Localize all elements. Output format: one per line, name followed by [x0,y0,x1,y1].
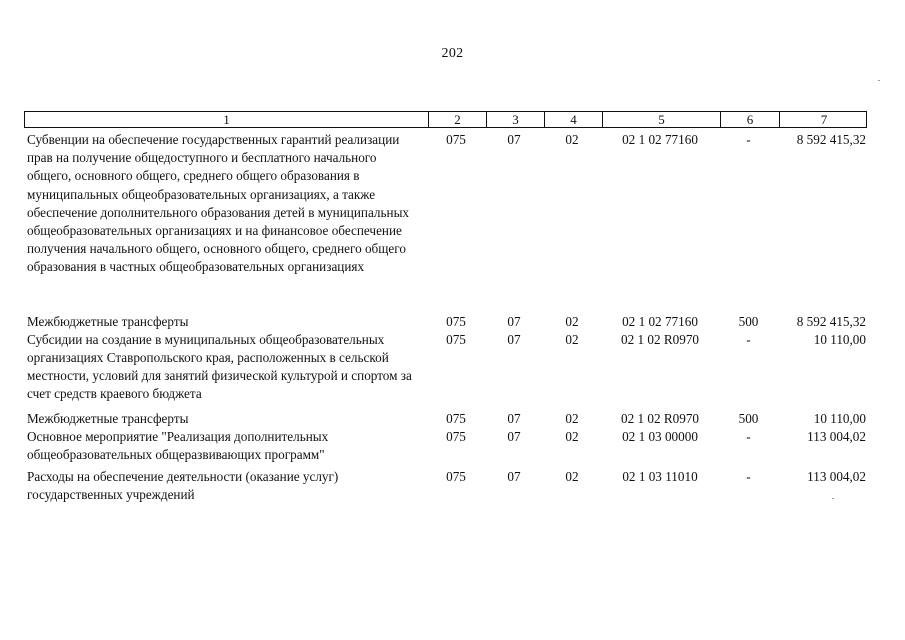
header-col-6: 6 [720,112,779,127]
row-amount: 113 004,02 [807,428,866,444]
row-expense-type: - [746,132,751,147]
row-ministry-code: 075 [446,428,466,444]
row-amount: 113 004,02 [807,469,866,485]
table-row [24,313,867,331]
row-expense-type: 500 [738,313,759,329]
row-ministry-code: 075 [446,313,466,329]
row-name: Расходы на обеспечение деятельности (оказание услуг) государственных учреждений [27,469,339,503]
header-col-7: 7 [779,112,868,127]
page-number: 202 [441,46,464,61]
row-target-code: 02 1 02 77160 [622,313,698,329]
row-amount: 8 592 415,32 [796,313,866,329]
row-subsection-code: 02 [565,331,579,347]
table-body [24,131,867,505]
row-subsection-code: 02 [565,132,579,147]
row-section-code: 07 [507,132,521,147]
row-target-code: 02 1 02 R0970 [620,331,700,347]
header-col-2: 2 [428,112,486,127]
row-ministry-code: 075 [446,410,466,426]
row-expense-type: 500 [738,410,759,426]
row-section-code: 07 [507,331,521,347]
scan-speck [878,80,880,81]
row-amount: 10 110,00 [813,410,866,426]
header-col-1: 1 [223,112,230,127]
row-subsection-code: 02 [565,469,579,485]
row-name: Субвенции на обеспечение государственных гарантий реализации прав на получение общедоступного и бесплатного начального общего, основного общего, среднего общего образования в муниципальных общеобразовательных организациях, а также обеспечение дополнительного образования детей в муниципальных общеобразовательных организациях и на финансовое обеспечение получения начального общего, основного общего, среднего общего образования в частных общеобразовательных организациях [27,132,410,275]
row-target-code: 02 1 03 00000 [622,428,698,444]
row-expense-type: - [746,469,751,485]
row-target-code: 02 1 02 R0970 [620,410,700,426]
row-target-code: 02 1 02 77160 [622,132,698,147]
table-header [24,111,867,128]
row-target-code: 02 1 03 11010 [622,469,698,485]
row-ministry-code: 075 [446,469,466,485]
table-row [24,468,867,504]
row-name: Субсидии на создание в муниципальных общеобразовательных организациях Ставропольского края, расположенных в сельской местности, условий для занятий физической культурой и спортом за счет средств краевого бюджета [27,331,412,402]
row-expense-type: - [746,428,751,444]
table-row [24,331,867,404]
header-col-3: 3 [486,112,544,127]
row-section-code: 07 [507,428,521,444]
header-col-5: 5 [602,112,720,127]
row-subsection-code: 02 [565,313,579,329]
row-name: Межбюджетные трансферты [27,313,189,329]
table-row [24,410,867,428]
row-section-code: 07 [507,313,521,329]
row-subsection-code: 02 [565,410,579,426]
row-ministry-code: 075 [446,331,466,347]
row-amount: 8 592 415,32 [796,132,866,147]
row-expense-type: - [746,331,751,347]
row-section-code: 07 [507,410,521,426]
table-row [24,428,867,464]
row-name: Межбюджетные трансферты [27,410,189,426]
row-subsection-code: 02 [565,428,579,444]
row-section-code: 07 [507,469,521,485]
row-ministry-code: 075 [446,132,466,147]
row-name: Основное мероприятие "Реализация дополнительных общеобразовательных общеразвивающих программ" [27,428,329,463]
row-amount: 10 110,00 [813,331,866,347]
header-col-4: 4 [544,112,602,127]
table-row [24,131,867,277]
